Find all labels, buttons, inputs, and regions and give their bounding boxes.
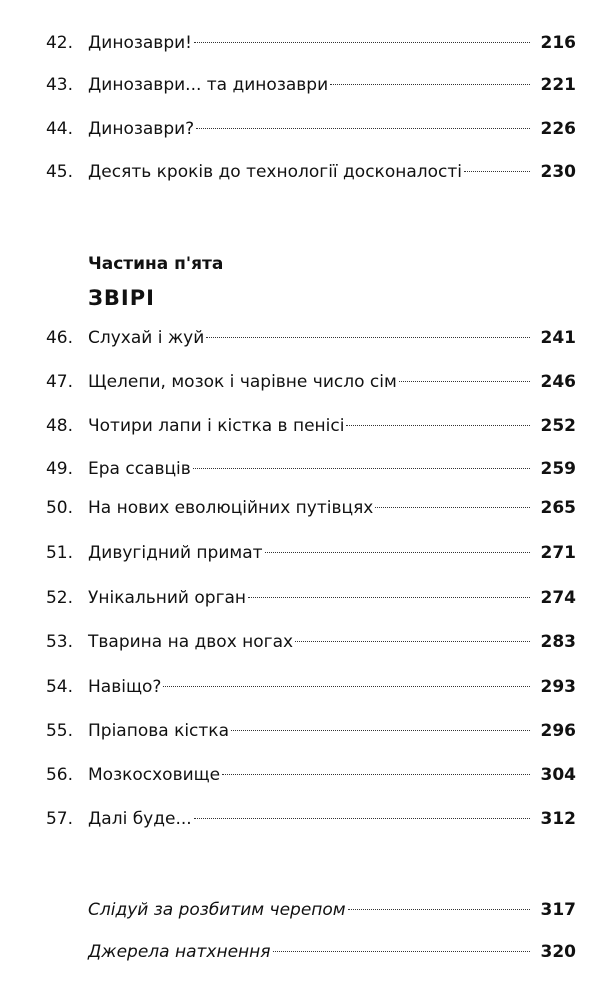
dot-leader <box>399 380 530 382</box>
chapter-title: Мозкосховище <box>88 765 221 785</box>
page-number: 226 <box>540 119 576 139</box>
toc-entry-50[interactable] <box>0 493 603 523</box>
page-number: 230 <box>540 162 576 182</box>
toc-entry-sources[interactable] <box>0 937 603 967</box>
dot-leader <box>194 817 530 819</box>
toc-entry-54[interactable] <box>0 672 603 702</box>
chapter-number: 46. <box>45 328 73 348</box>
toc-entry-43[interactable] <box>0 70 603 100</box>
dot-leader <box>330 83 530 85</box>
chapter-number: 54. <box>45 677 73 697</box>
toc-entry-55[interactable] <box>0 716 603 746</box>
chapter-title: Пріапова кістка <box>88 721 229 741</box>
chapter-title: Щелепи, мозок і чарівне число сім <box>88 372 397 392</box>
dot-leader <box>206 336 530 338</box>
toc-entry-46[interactable] <box>0 323 603 353</box>
chapter-title: Тварина на двох ногах <box>88 632 294 652</box>
page-number: 271 <box>540 543 576 563</box>
page-number: 320 <box>540 942 576 962</box>
toc-entry-follow-skull[interactable] <box>0 895 603 925</box>
chapter-title: Динозаври! <box>88 33 192 53</box>
chapter-title: Унікальний орган <box>88 588 247 608</box>
toc-entry-48[interactable] <box>0 411 603 441</box>
part-title: ЗВІРІ <box>88 286 155 310</box>
chapter-title: Слухай і жуй <box>88 328 205 348</box>
page-number: 304 <box>540 765 576 785</box>
toc-entry-52[interactable] <box>0 583 603 613</box>
page-number: 241 <box>540 328 576 348</box>
page-number: 265 <box>540 498 576 518</box>
dot-leader <box>348 908 530 910</box>
chapter-title: Динозаври... та динозаври <box>88 75 329 95</box>
toc-entry-57[interactable] <box>0 804 603 834</box>
page-number: 246 <box>540 372 576 392</box>
chapter-title: На нових еволюційних путівцях <box>88 498 374 518</box>
dot-leader <box>163 685 530 687</box>
chapter-number: 47. <box>45 372 73 392</box>
toc-entry-44[interactable] <box>0 114 603 144</box>
dot-leader <box>231 729 530 731</box>
chapter-number: 44. <box>45 119 73 139</box>
dot-leader <box>193 467 530 469</box>
dot-leader <box>196 127 530 129</box>
dot-leader <box>464 170 530 172</box>
part-label: Частина п'ята <box>88 254 224 274</box>
chapter-number: 57. <box>45 809 73 829</box>
page-number: 312 <box>540 809 576 829</box>
page-number: 216 <box>540 33 576 53</box>
chapter-title: Дивугідний примат <box>88 543 263 563</box>
chapter-number: 43. <box>45 75 73 95</box>
toc-entry-42[interactable] <box>0 28 603 58</box>
toc-entry-47[interactable] <box>0 367 603 397</box>
chapter-number: 56. <box>45 765 73 785</box>
toc-entry-49[interactable] <box>0 454 603 484</box>
chapter-title: Чотири лапи і кістка в пенісі <box>88 416 345 436</box>
toc-entry-53[interactable] <box>0 627 603 657</box>
page-number: 293 <box>540 677 576 697</box>
chapter-number: 53. <box>45 632 73 652</box>
dot-leader <box>265 551 530 553</box>
chapter-title: Десять кроків до технології досконалості <box>88 162 462 182</box>
chapter-number: 50. <box>45 498 73 518</box>
dot-leader <box>346 424 530 426</box>
dot-leader <box>222 773 530 775</box>
page-number: 283 <box>540 632 576 652</box>
dot-leader <box>248 596 530 598</box>
page-number: 221 <box>540 75 576 95</box>
chapter-number: 49. <box>45 459 73 479</box>
dot-leader <box>295 640 530 642</box>
chapter-title: Ера ссавців <box>88 459 191 479</box>
dot-leader <box>273 950 530 952</box>
chapter-number: 45. <box>45 162 73 182</box>
dot-leader <box>375 506 530 508</box>
back-matter-title: Джерела натхнення <box>88 942 271 962</box>
page-number: 252 <box>540 416 576 436</box>
chapter-title: Навіщо? <box>88 677 162 697</box>
page-number: 274 <box>540 588 576 608</box>
toc-entry-45[interactable] <box>0 157 603 187</box>
chapter-number: 55. <box>45 721 73 741</box>
dot-leader <box>194 41 530 43</box>
chapter-number: 42. <box>45 33 73 53</box>
page-number: 296 <box>540 721 576 741</box>
chapter-title: Далі буде... <box>88 809 192 829</box>
chapter-number: 51. <box>45 543 73 563</box>
toc-entry-51[interactable] <box>0 538 603 568</box>
chapter-number: 52. <box>45 588 73 608</box>
chapter-title: Динозаври? <box>88 119 195 139</box>
toc-entry-56[interactable] <box>0 760 603 790</box>
chapter-number: 48. <box>45 416 73 436</box>
page-number: 259 <box>540 459 576 479</box>
page-number: 317 <box>540 900 576 920</box>
back-matter-title: Слідуй за розбитим черепом <box>88 900 346 920</box>
